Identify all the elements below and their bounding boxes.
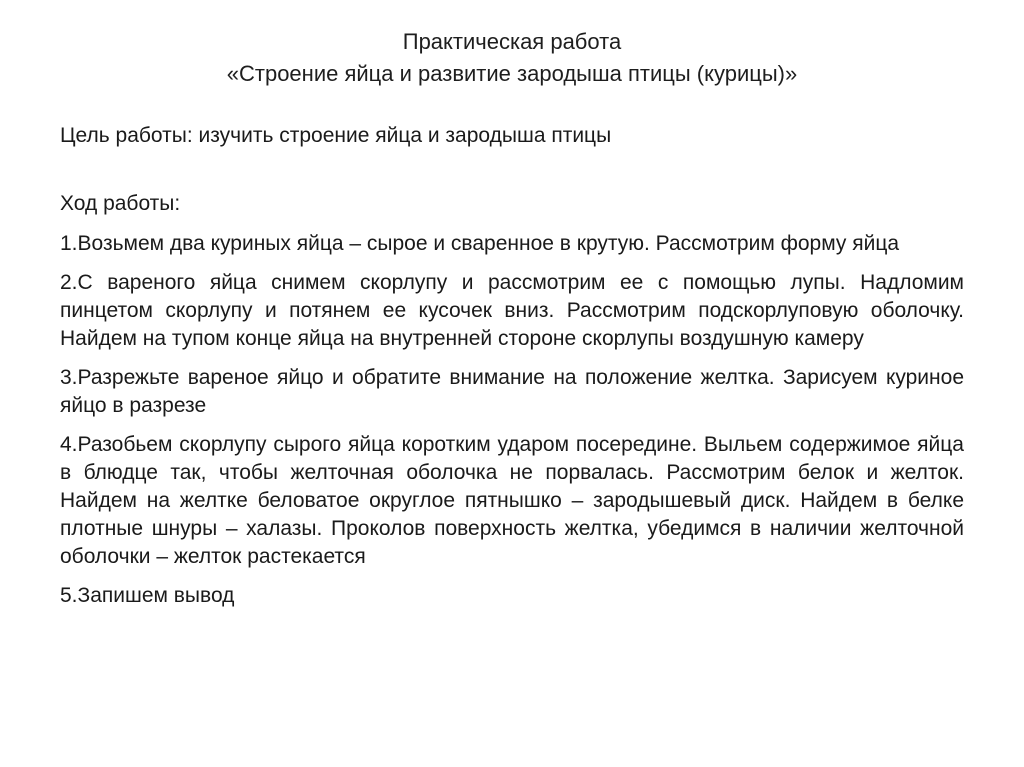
progress-heading: Ход работы:	[60, 192, 181, 215]
title-line-2: «Строение яйца и развитие зародыша птицы (курицы)»	[226, 61, 798, 86]
step-item-1: 1.Возьмем два куриных яйца – сырое и сваренное в крутую. Рассмотрим форму яйца	[60, 232, 900, 255]
goal-text: Цель работы: изучить строение яйца и зародыша птицы	[60, 124, 612, 147]
step-item-2: 2.С вареного яйца снимем скорлупу и рассмотрим ее с помощью лупы. Надломим пинцетом скорлупу и потянем ее кусочек вниз. Рассмотрим подскорлуповую оболочку. Найдем на тупом конце яйца на внутренней стороне скорлупы воздушную камеру	[60, 271, 964, 350]
title-line-1: Практическая работа	[402, 29, 622, 54]
steps-list	[60, 230, 964, 610]
step-item-5: 5.Запишем вывод	[60, 584, 235, 607]
slide-title	[60, 26, 964, 90]
slide-content	[60, 122, 964, 610]
step-item-3: 3.Разрежьте вареное яйцо и обратите внимание на положение желтка. Зарисуем куриное яйцо в разрезе	[60, 366, 964, 417]
step-item-4: 4.Разобьем скорлупу сырого яйца коротким ударом посередине. Выльем содержимое яйца в блюдце так, чтобы желточная оболочка не порвалась. Рассмотрим белок и желток. Найдем на желтке беловатое округлое пятнышко – зародышевый диск. Найдем в белке плотные шнуры – халазы. Проколов поверхность желтка, убедимся в наличии желточной оболочки – желток растекается	[60, 433, 964, 568]
